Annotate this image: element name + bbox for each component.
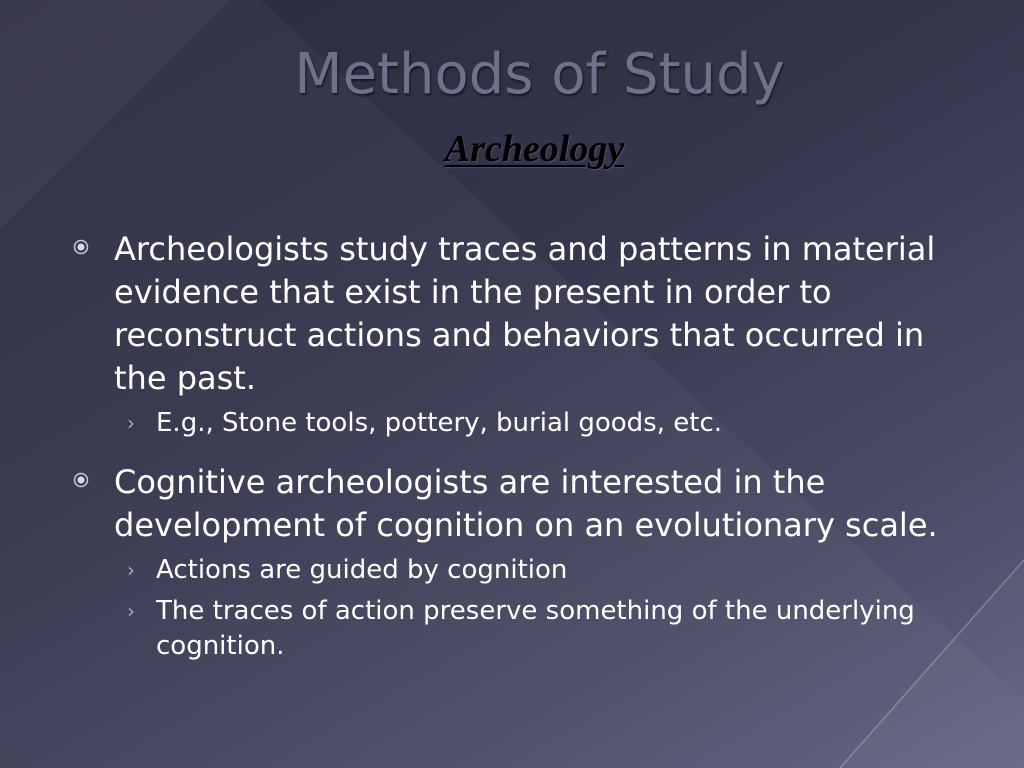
bullet-item xyxy=(70,228,950,441)
chevron-right-icon: › xyxy=(127,599,135,623)
sub-bullet-list xyxy=(114,406,950,441)
chevron-right-icon: › xyxy=(127,558,135,582)
sub-bullet-item xyxy=(114,553,950,588)
slide-title: Methods of Study xyxy=(294,42,785,107)
sub-bullet-text: The traces of action preserve something of the underlying cognition. xyxy=(156,596,915,661)
sub-bullet-item xyxy=(114,406,950,441)
bullet-text: Cognitive archeologists are interested in the development of cognition on an evolutionary scale. xyxy=(114,463,938,544)
target-circle-icon xyxy=(73,472,89,488)
sub-bullet-text: E.g., Stone tools, pottery, burial goods, etc. xyxy=(156,408,723,438)
target-circle-icon xyxy=(73,239,89,255)
sub-bullet-text: Actions are guided by cognition xyxy=(156,555,568,585)
sub-bullet-item xyxy=(114,594,950,664)
bullet-list xyxy=(70,228,950,664)
bullet-text: Archeologists study traces and patterns in material evidence that exist in the present in order to reconstruct actions and behaviors that occurred in the past. xyxy=(114,230,936,397)
slide-subtitle: Archeology xyxy=(444,128,625,170)
bullet-item xyxy=(70,461,950,664)
chevron-right-icon: › xyxy=(127,411,135,435)
sub-bullet-list xyxy=(114,553,950,664)
